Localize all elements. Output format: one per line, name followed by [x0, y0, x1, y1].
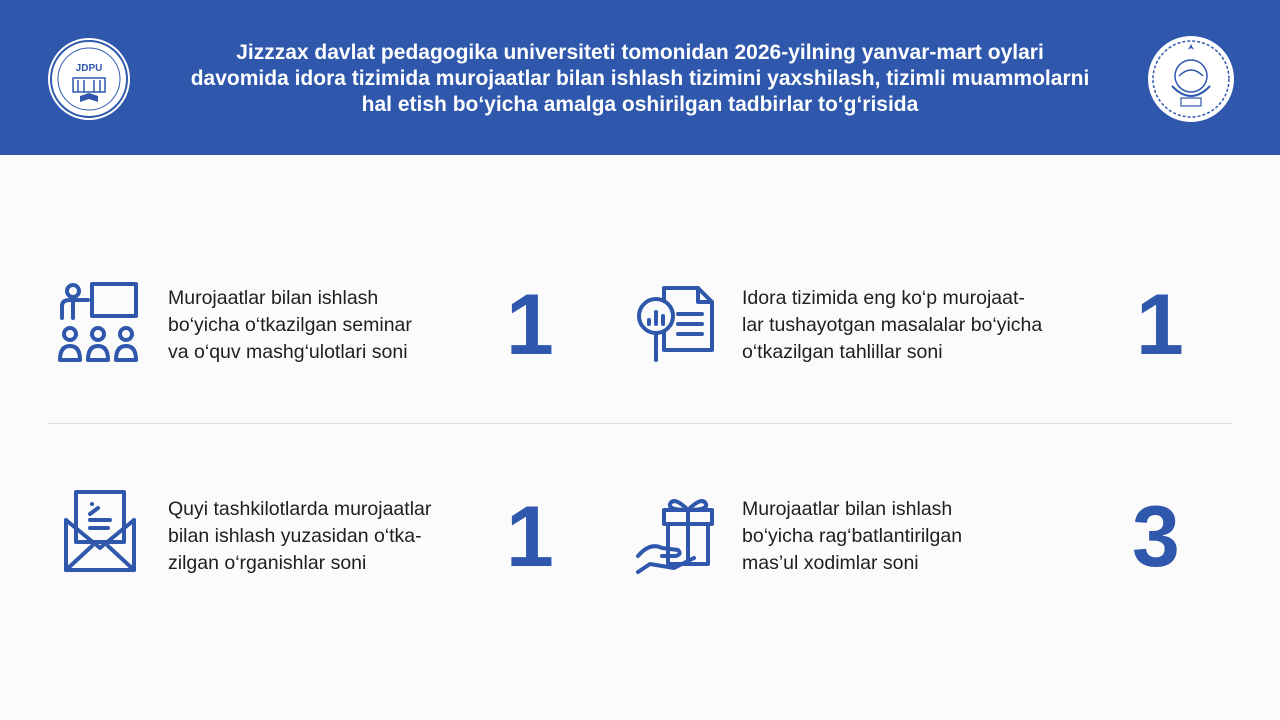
stat-value-seminars: 1: [506, 277, 554, 373]
state-emblem: [1148, 36, 1234, 122]
gift-reward-icon: [634, 492, 720, 581]
stat-label-studies: [168, 496, 498, 577]
stat-label-line: lar tushayotgan masalalar bo‘yicha: [742, 314, 1043, 336]
university-logo-text: JDPU: [75, 63, 103, 74]
university-logo: [48, 38, 130, 120]
stat-label-line: Murojaatlar bilan ishlash: [168, 287, 379, 309]
title-line-1: Jizzzax davlat pedagogika universiteti tomonidan 2026-yilning yanvar-mart oylari: [236, 41, 1044, 64]
stat-value-rewarded: 3: [1132, 489, 1180, 585]
stat-value-analyses: 1: [1136, 277, 1184, 373]
stat-value-studies: 1: [506, 489, 554, 585]
title-line-2: davomida idora tizimida murojaatlar bilan ishlash tizimini yaxshilash, tizimli muammolarni: [190, 67, 1090, 90]
section-divider: [48, 423, 1232, 424]
training-presentation-icon: [58, 282, 140, 369]
stat-label-line: va o‘quv mashg‘ulotlari soni: [168, 341, 408, 363]
header-banner: [0, 0, 1280, 155]
stat-label-line: Idora tizimida eng ko‘p murojaat-: [742, 287, 1025, 309]
stat-label-analyses: [742, 285, 1112, 366]
stat-label-line: mas’ul xodimlar soni: [742, 552, 919, 574]
stat-label-seminars: [168, 285, 498, 366]
stat-label-line: Quyi tashkilotlarda murojaatlar: [168, 498, 432, 520]
stat-label-rewarded: [742, 496, 1112, 577]
stat-label-line: bilan ishlash yuzasidan o‘tka-: [168, 525, 422, 547]
document-analysis-icon: [634, 282, 718, 371]
stat-label-line: zilgan o‘rganishlar soni: [168, 552, 367, 574]
stat-label-line: bo‘yicha o‘tkazilgan seminar: [168, 314, 412, 336]
stat-label-line: Murojaatlar bilan ishlash: [742, 498, 953, 520]
stat-label-line: o‘tkazilgan tahlillar soni: [742, 341, 943, 363]
page-title: [160, 40, 1120, 118]
envelope-letter-icon: [62, 490, 138, 579]
title-line-3: hal etish bo‘yicha amalga oshirilgan tadbirlar to‘g‘risida: [361, 93, 919, 116]
stat-label-line: bo‘yicha rag‘batlantirilgan: [742, 525, 963, 547]
